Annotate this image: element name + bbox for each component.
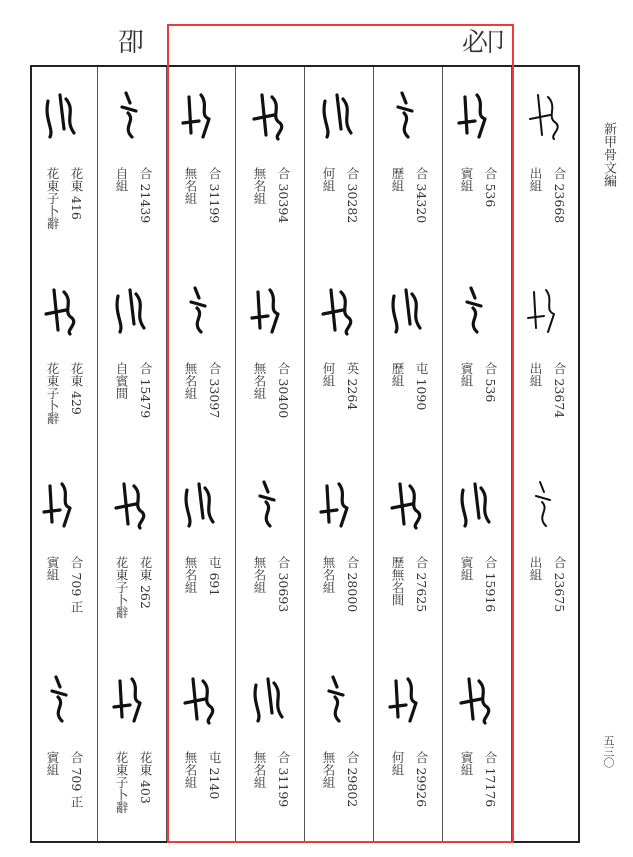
source-reference: 合 31199 [207, 167, 222, 224]
character-entry [98, 67, 166, 261]
oracle-bone-glyph-icon [110, 89, 154, 141]
source-reference: 合 30400 [276, 361, 291, 418]
source-reference: 合 27625 [414, 556, 429, 613]
oracle-bone-glyph-icon [317, 89, 361, 141]
oracle-bone-glyph-icon [455, 673, 499, 725]
source-reference: 屯 691 [207, 556, 222, 597]
period-group: 無名組 [183, 750, 198, 788]
source-reference: 合 30394 [276, 167, 291, 224]
period-group: 自賓間 [114, 361, 129, 399]
character-entry [167, 456, 235, 650]
source-reference: 合 15916 [483, 556, 498, 613]
source-reference: 英 2264 [345, 361, 360, 410]
oracle-bone-glyph-icon [386, 673, 430, 725]
oracle-bone-glyph-icon [386, 478, 430, 530]
character-entry [305, 67, 373, 261]
oracle-bone-glyph-icon [317, 284, 361, 336]
source-reference: 合 23668 [552, 167, 567, 224]
table-column [28, 67, 97, 841]
period-group: 花東子卜辭 [114, 556, 129, 619]
character-entry [236, 651, 304, 845]
character-entry [374, 262, 442, 456]
period-group: 賓組 [459, 750, 474, 776]
oracle-bone-glyph-icon [386, 89, 430, 141]
header-character-right: 必卩 [462, 28, 503, 58]
character-entry [443, 651, 511, 845]
period-group: 賓組 [459, 167, 474, 192]
period-group: 何組 [390, 750, 405, 776]
period-group: 出組 [528, 361, 543, 387]
character-entry [28, 651, 97, 845]
table-column [235, 67, 304, 841]
source-reference: 屯 2140 [207, 750, 222, 799]
period-group: 花東子卜辭 [45, 361, 60, 424]
oracle-bone-glyph-icon [179, 89, 223, 141]
period-group: 無名組 [252, 750, 267, 788]
period-group: 無名組 [252, 556, 267, 594]
character-entry [374, 67, 442, 261]
source-reference: 合 29926 [414, 750, 429, 807]
oracle-bone-glyph-icon [40, 89, 84, 141]
character-entry [443, 262, 511, 456]
oracle-bone-glyph-icon [455, 478, 499, 530]
period-group: 賓組 [459, 361, 474, 387]
source-reference: 花東 429 [69, 361, 84, 415]
page-number: 五三〇 [602, 735, 615, 768]
character-entry [512, 67, 580, 261]
character-entry [98, 456, 166, 650]
oracle-bone-glyph-icon [179, 673, 223, 725]
table-column [166, 67, 235, 841]
oracle-bone-glyph-icon [455, 284, 499, 336]
oracle-bone-glyph-icon [179, 284, 223, 336]
source-reference: 屯 1090 [414, 361, 429, 410]
oracle-bone-glyph-icon [40, 673, 84, 725]
oracle-bone-glyph-icon [524, 478, 568, 530]
period-group: 賓組 [459, 556, 474, 581]
character-entry [236, 456, 304, 650]
period-group: 賓組 [45, 556, 60, 581]
period-group: 歷組 [390, 167, 405, 192]
source-reference: 合 23675 [552, 556, 567, 613]
character-entry [512, 456, 580, 650]
oracle-bone-glyph-icon [317, 478, 361, 530]
table-column [373, 67, 442, 841]
source-reference: 合 33097 [207, 361, 222, 418]
oracle-bone-glyph-icon [110, 673, 154, 725]
period-group: 何組 [321, 167, 336, 192]
period-group: 自組 [114, 167, 129, 192]
character-entry [236, 262, 304, 456]
book-title: 新甲骨文編 [601, 122, 616, 187]
table-column [442, 67, 511, 841]
source-reference: 花東 262 [138, 556, 153, 609]
character-entry [443, 67, 511, 261]
period-group: 無名組 [183, 556, 198, 594]
character-entry [167, 651, 235, 845]
oracle-bone-glyph-icon [455, 89, 499, 141]
period-group: 花東子卜辭 [45, 167, 60, 230]
period-group: 出組 [528, 167, 543, 192]
period-group: 出組 [528, 556, 543, 581]
table-column [97, 67, 166, 841]
source-reference: 合 17176 [483, 750, 498, 807]
header-character-left: 卲 [118, 28, 145, 58]
character-entry [512, 262, 580, 456]
oracle-bone-glyph-icon [317, 673, 361, 725]
source-reference: 合 709 正 [69, 750, 84, 808]
oracle-bone-glyph-icon [386, 284, 430, 336]
character-entry [98, 262, 166, 456]
source-reference: 合 536 [483, 361, 498, 402]
oracle-bone-glyph-icon [248, 673, 292, 725]
character-entry [167, 67, 235, 261]
oracle-bone-glyph-icon [110, 284, 154, 336]
oracle-bone-glyph-icon [179, 478, 223, 530]
character-entry [305, 651, 373, 845]
character-entry [28, 67, 97, 261]
source-reference: 合 29802 [345, 750, 360, 807]
oracle-bone-glyph-icon [248, 89, 292, 141]
table-column [304, 67, 373, 841]
period-group: 無名組 [183, 361, 198, 399]
character-entry [98, 651, 166, 845]
character-entry [374, 651, 442, 845]
source-reference: 合 536 [483, 167, 498, 208]
source-reference: 合 30282 [345, 167, 360, 224]
source-reference: 合 30693 [276, 556, 291, 613]
period-group: 歷無名間 [390, 556, 405, 606]
source-reference: 花東 416 [69, 167, 84, 220]
oracle-bone-glyph-icon [110, 478, 154, 530]
oracle-bone-glyph-icon [524, 284, 568, 336]
period-group: 無名組 [321, 750, 336, 788]
source-reference: 合 15479 [138, 361, 153, 418]
character-entry [443, 456, 511, 650]
period-group: 無名組 [183, 167, 198, 205]
period-group: 無名組 [252, 361, 267, 399]
source-reference: 合 28000 [345, 556, 360, 613]
period-group: 無名組 [252, 167, 267, 205]
source-reference: 合 31199 [276, 750, 291, 807]
character-entry [28, 262, 97, 456]
character-entry [305, 262, 373, 456]
table-column [511, 67, 580, 841]
period-group: 花東子卜辭 [114, 750, 129, 813]
source-reference: 合 23674 [552, 361, 567, 418]
character-entry [374, 456, 442, 650]
oracle-bone-glyph-icon [40, 284, 84, 336]
period-group: 何組 [321, 361, 336, 387]
character-entry [167, 262, 235, 456]
character-entry [236, 67, 304, 261]
oracle-bone-glyph-icon [248, 478, 292, 530]
period-group: 無名組 [321, 556, 336, 594]
oracle-bone-glyph-icon [40, 478, 84, 530]
oracle-bone-glyph-icon [524, 89, 568, 141]
character-entry [28, 456, 97, 650]
period-group: 賓組 [45, 750, 60, 776]
oracle-bone-glyph-icon [248, 284, 292, 336]
source-reference: 合 709 正 [69, 556, 84, 613]
character-entry [305, 456, 373, 650]
source-reference: 合 34320 [414, 167, 429, 224]
source-reference: 花東 403 [138, 750, 153, 804]
period-group: 歷組 [390, 361, 405, 387]
source-reference: 合 21439 [138, 167, 153, 224]
character-table [30, 65, 580, 843]
